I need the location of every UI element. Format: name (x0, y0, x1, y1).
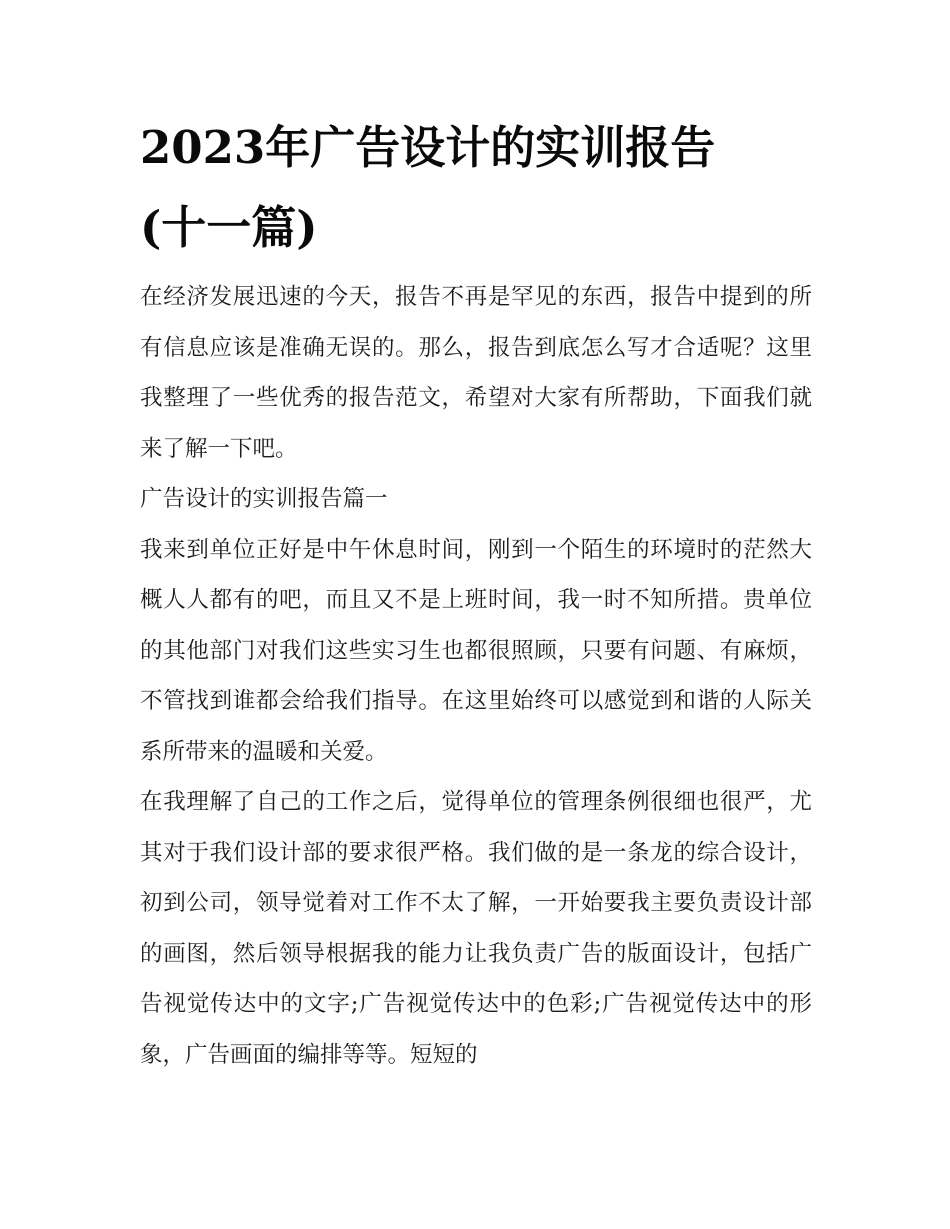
section-heading: 广告设计的实训报告篇一 (140, 486, 388, 512)
body-paragraph-1: 我来到单位正好是中午休息时间，刚到一个陌生的环境时的茫然大概人人都有的吧，而且又不是上班时间，我一时不知所措。贵单位的其他部门对我们这些实习生也都很照顾，只要有问题、有麻烦，不管找到谁都会给我们指导。在这里始终可以感觉到和谐的人际关系所带来的温暖和关爱。 (140, 536, 812, 765)
document-title (140, 118, 780, 258)
document-title-line-1: 2023年广告设计的实训报告 (140, 121, 716, 174)
intro-paragraph: 在经济发展迅速的今天，报告不再是罕见的东西，报告中提到的所有信息应该是准确无误的。那么，报告到底怎么写才合适呢？这里我整理了一些优秀的报告范文，希望对大家有所帮助，下面我们就来了解一下吧。 (140, 284, 812, 462)
body-paragraph-2: 在我理解了自己的工作之后，觉得单位的管理条例很细也很严，尤其对于我们设计部的要求很严格。我们做的是一条龙的综合设计，初到公司，领导觉着对工作不太了解，一开始要我主要负责设计部的画图，然后领导根据我的能力让我负责广告的版面设计，包括广告视觉传达中的文字;广告视觉传达中的色彩;广告视觉传达中的形象，广告画面的编排等等。短短的 (140, 789, 812, 1068)
document-title-line-2: (十一篇) (140, 201, 318, 254)
document-content (140, 118, 812, 1080)
document-body (140, 272, 812, 1080)
